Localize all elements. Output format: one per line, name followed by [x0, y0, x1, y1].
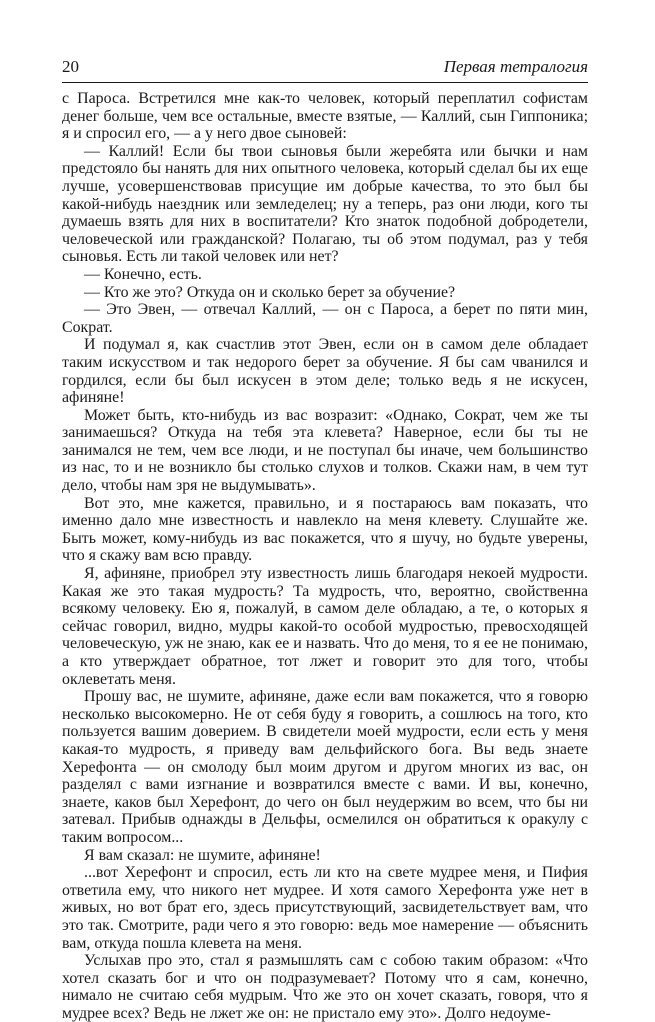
- page-header: [62, 56, 588, 83]
- body-text: [62, 90, 588, 1022]
- paragraph: И подумал я, как счастлив этот Эвен, если он в самом деле обладает таким искусством и так недорого берет за обучение. Я бы сам чванился и гордился, если бы был искусен в этом деле; только ведь я не искусен, афиняне!: [62, 336, 588, 407]
- paragraph: — Конечно, есть.: [84, 265, 202, 283]
- paragraph: Прошу вас, не шумите, афиняне, даже если вам покажется, что я говорю несколько высокомерно. Не от себя буду я говорить, а сошлюсь на того, кто пользуется вашим доверием. В свидетели моей мудрости, если есть у меня какая-то мудрость, я приведу вам дельфийского бога. Вы ведь знаете Херефонта — он смолоду был моим другом и другом многих из вас, он разделял с вами изгнание и возвратился вместе с вами. И вы, конечно, знаете, каков был Херефонт, до чего он был неудержим во всем, что бы ни затевал. Прибыв однажды в Дельфы, осмелился он обратиться к оракулу с таким вопросом...: [62, 688, 588, 846]
- paragraph: — Каллий! Если бы твои сыновья были жеребята или бычки и нам предстояло бы нанять для них опытного человека, который сделал бы их еще лучше, усовершенствовав присущие им добрые качества, то это был бы какой-нибудь наездник или земледелец; ну а теперь, раз они люди, кого ты думаешь взять для них в воспитатели? Кто знаток подобной добродетели, человеческой или гражданской? Полагаю, ты об этом подумал, раз у тебя сыновья. Есть ли такой человек или нет?: [62, 142, 588, 266]
- paragraph: Вот это, мне кажется, правильно, и я постараюсь вам показать, что именно дало мне известность и навлекло на меня клевету. Слушайте же. Быть может, кому-нибудь из вас покажется, что я шучу, но будьте уверены, что я скажу вам всю правду.: [62, 494, 588, 565]
- paragraph: Услыхав про это, стал я размышлять сам с собою таким образом: «Что хотел сказать бог и что он подразумевает? Потому что я сам, конечно, нимало не считаю себя мудрым. Что же это он хочет сказать, говоря, что я мудрее всех? Ведь не лжет же он: не пристало ему это». Долго недоуме-: [62, 952, 588, 1022]
- paragraph: — Это Эвен, — отвечал Каллий, — он с Пароса, а берет по пяти мин, Сократ.: [62, 301, 588, 336]
- page-number: 20: [62, 57, 79, 76]
- paragraph: — Кто же это? Откуда он и сколько берет за обучение?: [84, 283, 456, 301]
- paragraph: Я, афиняне, приобрел эту известность лишь благодаря некоей мудрости. Какая же это такая мудрость? Та мудрость, что, вероятно, свойственна всякому человеку. Ею я, пожалуй, в самом деле обладаю, а те, о которых я сейчас говорил, видно, мудры какой-то особой мудростью, превосходящей человеческую, уж не знаю, как ее и назвать. Что до меня, то я ее не понимаю, а кто утверждает обратное, тот лжет и говорит это для того, чтобы оклеветать меня.: [62, 565, 588, 688]
- paragraph: Я вам сказал: не шумите, афиняне!: [84, 846, 321, 864]
- running-title: Первая тетралогия: [443, 57, 588, 76]
- paragraph: ...вот Херефонт и спросил, есть ли кто на свете мудрее меня, и Пифия ответила ему, что никого нет мудрее. И хотя самого Херефонта уже нет в живых, но вот брат его, здесь присутствующий, засвидетельствует вам, что это так. Смотрите, ради чего я это говорю: ведь мое намерение — объяснить вам, откуда пошла клевета на меня.: [62, 864, 588, 952]
- paragraph: Может быть, кто-нибудь из вас возразит: «Однако, Сократ, чем же ты занимаешься? Откуда на тебя эта клевета? Наверное, если бы ты не занимался не тем, чем все люди, и не поступал бы иначе, чем большинство из нас, то и не возникло бы столько слухов и толков. Скажи нам, в чем тут дело, чтобы нам зря не выдумывать».: [62, 406, 588, 495]
- paragraph: с Пароса. Встретился мне как-то человек, который переплатил софистам денег больше, чем все остальные, вместе взятые, — Каллий, сын Гиппоника; я и спросил его, — а у него двое сыновей:: [62, 90, 588, 143]
